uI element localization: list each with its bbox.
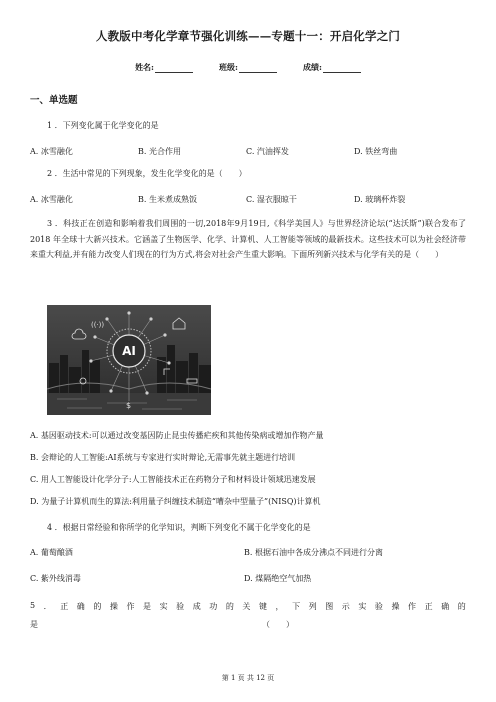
question-2-stem: 2 ．生活中常见的下列现象，发生化学变化的是（ ） (47, 169, 247, 178)
option-a[interactable]: A. 葡萄酿酒 (30, 548, 73, 557)
question-1-stem: 1 ．下列变化属于化学变化的是 (47, 121, 159, 130)
question-3-option-c[interactable]: C. 用人工智能设计化学分子:人工智能技术正在药物分子和材料设计领域迅速发展 (30, 475, 316, 484)
wifi-icon: ((·)) (91, 321, 105, 329)
class-blank[interactable] (239, 63, 277, 73)
option-a[interactable]: A. 冰雪融化 (30, 195, 73, 204)
class-field[interactable]: 班级: (219, 62, 277, 73)
question-3-option-d[interactable]: D. 为量子计算机而生的算法:利用量子纠缠技术制造“嘈杂中型量子”(NISQ)计算机 (30, 497, 321, 506)
question-4-options-row1 (30, 547, 458, 558)
option-c[interactable]: C. 汽油挥发 (246, 147, 289, 156)
page-title: 人教版中考化学章节强化训练——专题十一：开启化学之门 (95, 29, 401, 43)
option-b[interactable]: B. 生米煮成熟饭 (138, 195, 197, 204)
option-b[interactable]: B. 光合作用 (138, 147, 181, 156)
option-b[interactable]: B. 根据石油中各成分沸点不同进行分离 (244, 548, 383, 557)
question-3-option-b[interactable]: B. 会辩论的人工智能:AI系统与专家进行实时辩论,无需事先就主题进行培训 (30, 453, 296, 462)
option-a[interactable]: A. 冰雪融化 (30, 147, 73, 156)
option-d[interactable]: D. 煤隔绝空气加热 (244, 574, 312, 583)
score-blank[interactable] (323, 63, 361, 73)
student-info-row (0, 62, 496, 73)
question-2-options (30, 194, 462, 205)
dollar-icon: $ (126, 401, 132, 410)
option-d[interactable]: D. 铁丝弯曲 (354, 147, 398, 156)
score-field[interactable]: 成绩: (303, 62, 361, 73)
question-4-options-row2 (30, 573, 458, 584)
ai-city-image (47, 305, 211, 415)
name-blank[interactable] (155, 63, 193, 73)
question-5-stem-line1: 5 ． 正 确 的 操 作 是 实 验 成 功 的 关 键 ， 下 列 图 示 实 验 操 作 正 确 的 (30, 601, 466, 611)
name-field[interactable]: 姓名: (135, 62, 193, 73)
question-3-option-a[interactable]: A. 基因驱动技术:可以通过改变基因防止昆虫传播疟疾和其他传染病或增加作物产量 (30, 431, 324, 440)
question-4-stem: 4 ．根据日常经验和你所学的化学知识，判断下列变化不属于化学变化的是 (47, 523, 311, 532)
page-footer: 第 1 页 共 12 页 (221, 674, 275, 682)
option-c[interactable]: C. 紫外线消毒 (30, 574, 81, 583)
question-1-options (30, 146, 462, 157)
option-d[interactable]: D. 玻璃杯炸裂 (354, 195, 406, 204)
section-heading: 一、单选题 (30, 95, 78, 106)
question-5-stem-line2: 是 (30, 620, 38, 629)
question-3-stem: 3 ．科技正在创造和影响着我们周围的一切,2018年9月19日,《科学美国人》与世界经济论坛(“达沃斯”)联合发布了 2018 年全球十大新兴技术。它涵盖了生物医学、化学、计算机、人工智能等领域的最新技术。这些技术可以为社会经济带来重大利益,并有能力改变人们现在的行为方式,将会对社会产生重大影响。下面所列新兴技术与化学有关的是（ ） (30, 219, 466, 259)
question-5-answer-paren: （ ） (262, 620, 294, 629)
option-c[interactable]: C. 湿衣服晾干 (246, 195, 297, 204)
ai-city-illustration (47, 305, 211, 415)
ai-label: AI (122, 344, 136, 358)
